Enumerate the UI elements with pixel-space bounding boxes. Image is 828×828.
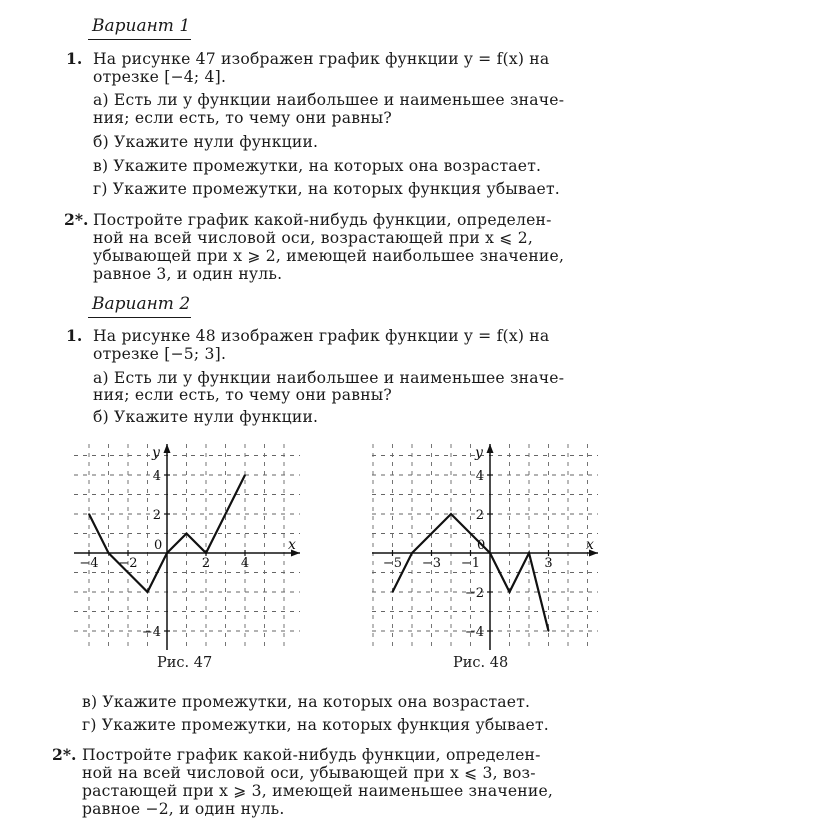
v1-task1-a: ния; если есть, то чему они равны?: [93, 109, 392, 127]
y-tick-label: 4: [152, 469, 161, 484]
curve-vertex: [147, 591, 149, 593]
figure-47-caption: Рис. 47: [157, 655, 213, 671]
x-tick-label: 2: [201, 556, 211, 571]
curve-vertex: [244, 474, 246, 476]
y-tick-label: 2: [475, 508, 484, 523]
y-axis-arrow: [164, 444, 171, 453]
y-tick-label: −2: [464, 586, 484, 601]
curve-vertex: [518, 572, 520, 574]
figure-47-graph: [66, 436, 306, 656]
y-tick-label: 4: [475, 469, 484, 484]
variant2-heading: Вариант 2: [92, 294, 191, 314]
y-axis-label: y: [475, 445, 483, 461]
curve-vertex: [108, 552, 110, 554]
curve-vertex: [166, 552, 168, 554]
v1-task2-line: равное 3, и один нуль.: [93, 265, 283, 283]
curve-vertex: [509, 591, 511, 593]
curve-vertex: [205, 552, 207, 554]
figure-48-graph: [364, 436, 604, 656]
y-tick-label: −4: [464, 625, 484, 640]
v2-task1-number: 1.: [66, 326, 83, 345]
curve-vertex: [88, 513, 90, 515]
v1-task1-number: 1.: [66, 49, 83, 68]
x-tick-label: 3: [544, 556, 553, 571]
v1-task1-v: в) Укажите промежутки, на которых она возрастает.: [93, 157, 542, 175]
v2-task1-line: отрезке [−5; 3].: [93, 345, 227, 363]
x-tick-label: −4: [79, 556, 99, 571]
figure-48-caption: Рис. 48: [453, 655, 509, 671]
v1-task1-g: г) Укажите промежутки, на которых функция убывает.: [93, 180, 560, 198]
x-tick-label: −5: [382, 556, 403, 571]
v2-task1-a: ния; если есть, то чему они равны?: [93, 386, 392, 404]
v1-task1-line: отрезке [−4; 4].: [93, 68, 227, 86]
v2-task1-a: а) Есть ли у функции наибольшее и наименьшее значе-: [93, 369, 565, 387]
v2-task2-line: растающей при x ⩾ 3, имеющей наименьшее значение,: [82, 782, 554, 800]
v2-task1-g: г) Укажите промежутки, на которых функция убывает.: [82, 716, 549, 734]
x-tick-label: −3: [421, 556, 442, 571]
y-axis-arrow: [487, 444, 494, 453]
x-tick-label: 4: [240, 556, 250, 571]
curve-vertex: [450, 513, 452, 515]
y-axis-label: y: [152, 445, 160, 461]
y-tick-label: −4: [141, 625, 161, 640]
v2-task1-v: в) Укажите промежутки, на которых она возрастает.: [82, 693, 531, 711]
v1-task1-a: а) Есть ли у функции наибольшее и наименьшее значе-: [93, 91, 565, 109]
v1-task2-number: 2*.: [64, 210, 89, 229]
v1-task1-b: б) Укажите нули функции.: [93, 133, 319, 151]
curve-vertex: [411, 552, 413, 554]
v1-task2-line: ной на всей числовой оси, возрастающей при x ⩽ 2,: [93, 229, 533, 247]
v1-task2-line: убывающей при x ⩾ 2, имеющей наибольшее значение,: [93, 247, 565, 265]
v2-task1-b: б) Укажите нули функции.: [93, 408, 319, 426]
curve-vertex: [528, 552, 530, 554]
curve-vertex: [548, 630, 550, 632]
curve-vertex: [392, 591, 394, 593]
curve-vertex: [186, 533, 188, 535]
x-tick-label: −1: [460, 556, 481, 571]
v2-task2-number: 2*.: [52, 745, 77, 764]
curve-vertex: [489, 552, 491, 554]
v2-task2-line: ной на всей числовой оси, убывающей при x ⩽ 3, воз-: [82, 764, 536, 782]
v2-task2-line: равное −2, и один нуль.: [82, 800, 285, 818]
x-tick-label: −2: [118, 556, 138, 571]
v1-task1-line: На рисунке 47 изображен график функции y = f(x) на: [93, 50, 550, 68]
origin-label: 0: [154, 538, 163, 553]
variant1-heading-rule: [88, 39, 191, 40]
variant1-heading: Вариант 1: [92, 16, 191, 36]
v2-task2-line: Постройте график какой-нибудь функции, определен-: [82, 746, 541, 764]
y-tick-label: 2: [152, 508, 161, 523]
variant2-heading-rule: [88, 317, 191, 318]
x-axis-label: x: [288, 537, 296, 553]
origin-label: 0: [477, 538, 486, 553]
v1-task2-line: Постройте график какой-нибудь функции, определен-: [93, 211, 552, 229]
v2-task1-line: На рисунке 48 изображен график функции y = f(x) на: [93, 327, 550, 345]
x-axis-label: x: [586, 537, 594, 553]
